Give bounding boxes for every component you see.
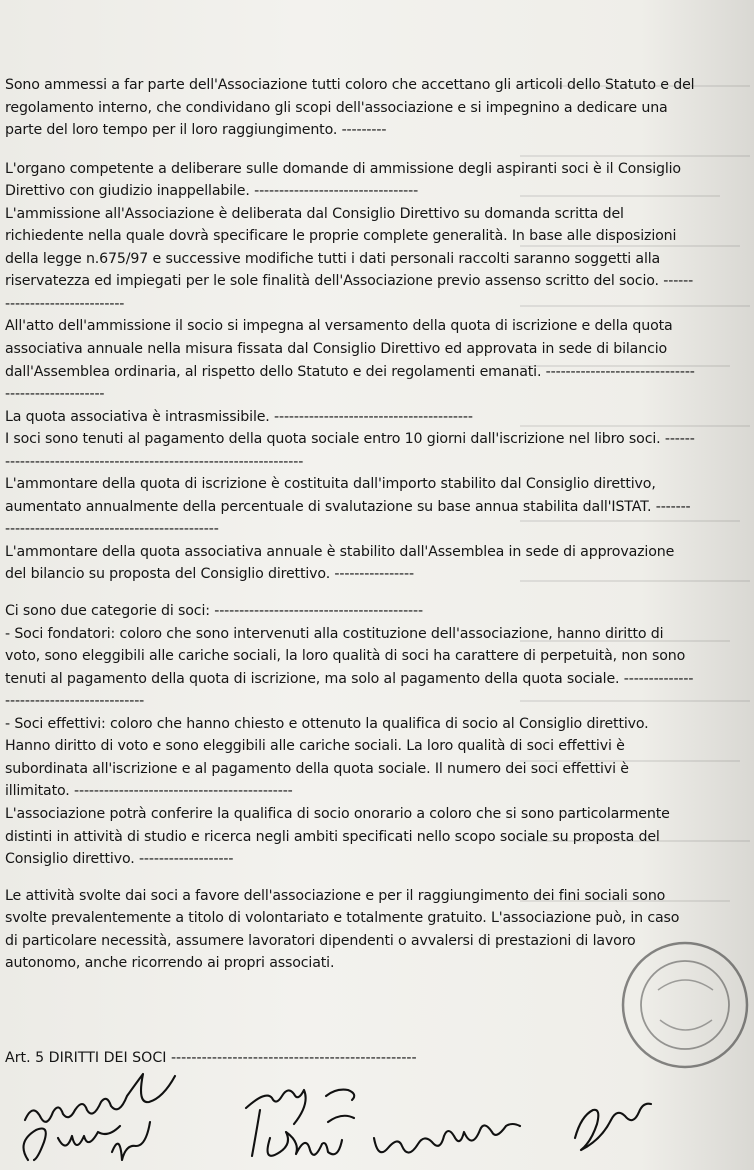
signatures	[0, 1068, 754, 1170]
paragraph-effective-members: - Soci effettivi: coloro che hanno chiesto e ottenuto la qualifica di socio al Consiglio direttivo. Hanno diritto di voto e sono eleggibili alle cariche sociali. La loro qualità di soci effettivi è subordinata all'iscrizione e al pagamento della quota sociale. Il numero dei soci effettivi è illimitato. --------------------------------------------	[5, 715, 649, 800]
paragraph-annual-fee: L'ammontare della quota associativa annuale è stabilito dall'Assemblea in sede di approvazione del bilancio su proposta del Consiglio direttivo. ----------------	[5, 543, 675, 583]
paragraph-admission-procedure: L'ammissione all'Associazione è deliberata dal Consiglio Direttivo su domanda scritta del richiedente nella quale dovrà specificare le proprie complete generalità. In base alle disposizioni della legge n.675/97 e successive modifiche tutti i dati personali raccolti saranno soggetti alla riservatezza ed impiegati per le sole finalità dell'Associazione previo assenso scritto del socio. ------------------------------	[5, 205, 694, 312]
paragraph-founding-members: - Soci fondatori: coloro che sono intervenuti alla costituzione dell'associazione, hanno diritto di voto, sono eleggibili alle cariche sociali, la loro qualità di soci ha carattere di perpetuità, non sono tenuti al pagamento della quota di iscrizione, ma solo al pagamento della quota sociale. ------------------------------------------	[5, 625, 694, 710]
paragraph-competent-body: L'organo competente a deliberare sulle domande di ammissione degli aspiranti soci è il Consiglio Direttivo con giudizio inappellabile. ---------------------------------	[5, 160, 681, 200]
paragraph-fee-nontransferable: La quota associativa è intrasmissibile. ----------------------------------------	[5, 408, 473, 425]
article-heading: Art. 5 DIRITTI DEI SOCI ------------------------------------------------	[5, 1050, 417, 1066]
paragraph-honorary-members: L'associazione potrà conferire la qualifica di socio onorario a coloro che si sono particolarmente distinti in attività di studio e ricerca negli ambiti specificati nello scopo sociale su proposta del Consiglio direttivo. -------------------	[5, 805, 670, 868]
paragraph-admission-commitment: All'atto dell'ammissione il socio si impegna al versamento della quota di iscrizione e della quota associativa annuale nella misura fissata dal Consiglio Direttivo ed approvata in sede di bilancio dall'Assemblea ordinaria, al rispetto dello Statuto e dei regolamenti emanati. --------------------------------------------------	[5, 318, 695, 403]
association-stamp	[610, 930, 754, 1080]
paragraph-registration-fee: L'ammontare della quota di iscrizione è costituita dall'importo stabilito dal Consiglio direttivo, aumentato annualmente della percentuale di svalutazione su base annua stabilita dall'ISTAT. --------------------------------------------------	[5, 476, 691, 538]
paragraph-admission: Sono ammessi a far parte dell'Associazione tutti coloro che accettano gli articoli dello Statuto e del regolamento interno, che condividano gli scopi dell'associazione e si impegnino a dedicare una parte del loro tempo per il loro raggiungimento. ---------	[5, 77, 695, 139]
paragraph-member-categories: Ci sono due categorie di soci: ------------------------------------------	[5, 603, 423, 620]
paragraph-fee-deadline: I soci sono tenuti al pagamento della quota sociale entro 10 giorni dall'iscrizione nel libro soci. ------------------------------------------------------------------	[5, 431, 695, 470]
statute-body	[5, 74, 695, 975]
paragraph-volunteer-activities: Le attività svolte dai soci a favore dell'associazione e per il raggiungimento dei fini sociali sono svolte prevalentemente a titolo di volontariato e totalmente gratuito. L'associazione può, in caso di particolare necessità, assumere lavoratori dipendenti o avvalersi di prestazioni di lavoro autonomo, anche ricorrendo ai propri associati.	[5, 887, 680, 972]
